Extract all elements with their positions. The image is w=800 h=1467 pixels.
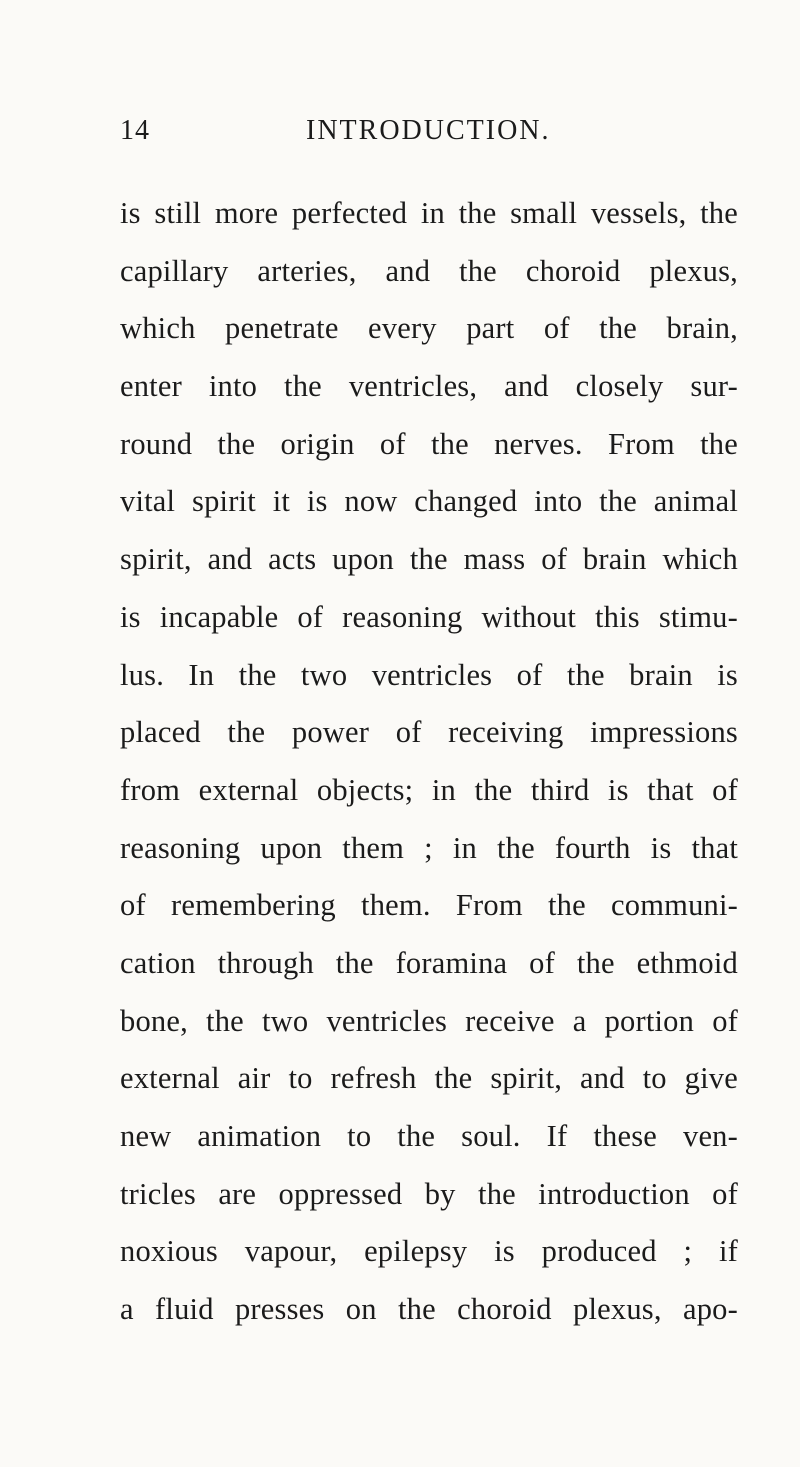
text-line: capillary arteries, and the choroid plexus, (120, 253, 738, 288)
text-line: new animation to the soul. If these ven- (120, 1119, 738, 1153)
text-line: placed the power of receiving impressions (120, 715, 738, 750)
body-text (120, 185, 738, 1339)
text-line: which penetrate every part of the brain, (120, 311, 738, 346)
page-number: 14 (120, 115, 150, 146)
text-line: cation through the foramina of the ethmoid (120, 945, 738, 980)
running-title: INTRODUCTION. (306, 115, 551, 146)
text-line: tricles are oppressed by the introduction of (120, 1176, 738, 1211)
text-line: enter into the ventricles, and closely sur- (120, 369, 738, 404)
text-line: reasoning upon them ; in the fourth is that (120, 830, 738, 865)
text-line: of remembering them. From the communi- (120, 888, 738, 923)
text-line: is still more perfected in the small vessels, the (120, 196, 738, 230)
text-line: a fluid presses on the choroid plexus, apo- (120, 1292, 738, 1327)
text-line: external air to refresh the spirit, and to give (120, 1061, 738, 1096)
text-line: bone, the two ventricles receive a portion of (120, 1003, 738, 1038)
text-line: noxious vapour, epilepsy is produced ; if (120, 1234, 738, 1269)
text-line: vital spirit it is now changed into the animal (120, 484, 738, 519)
text-line: round the origin of the nerves. From the (120, 426, 738, 461)
text-line: spirit, and acts upon the mass of brain which (120, 542, 738, 577)
text-line: is incapable of reasoning without this stimu- (120, 599, 738, 634)
text-line: from external objects; in the third is that of (120, 772, 738, 807)
text-line: lus. In the two ventricles of the brain is (120, 657, 738, 692)
running-head (120, 115, 760, 151)
